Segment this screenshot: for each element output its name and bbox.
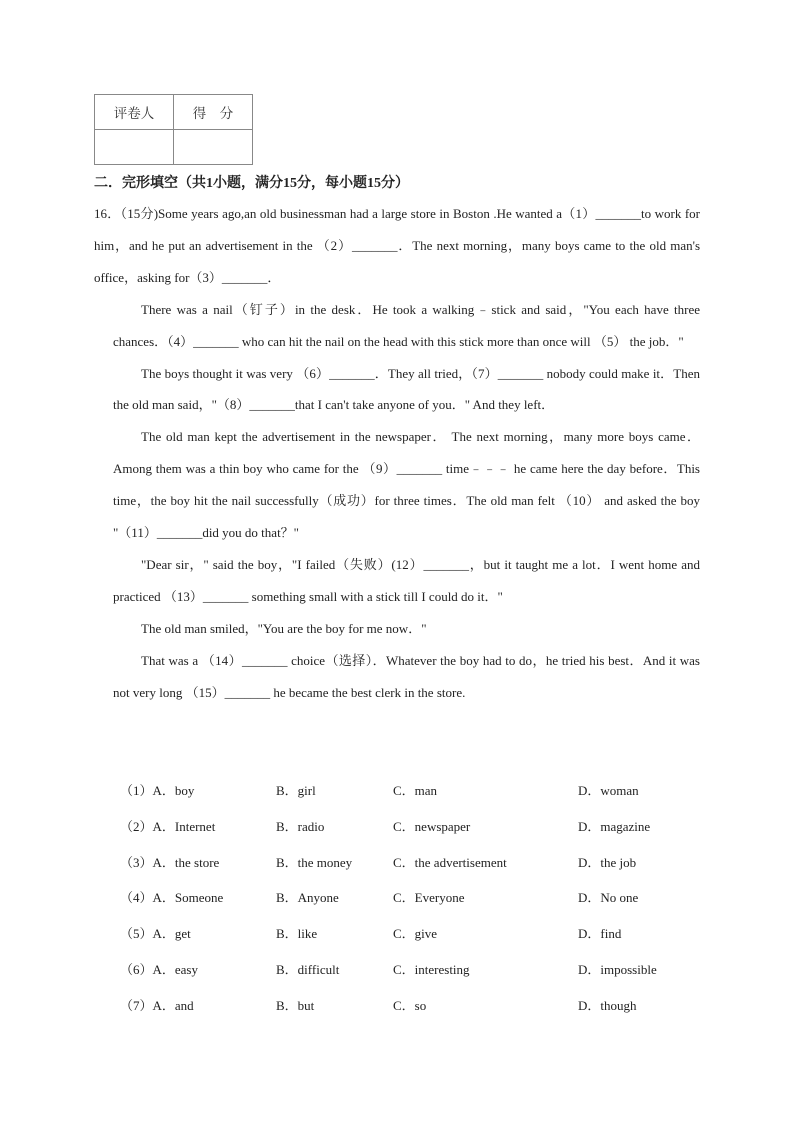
option-row-1 bbox=[120, 772, 720, 808]
option-c: C．so bbox=[393, 997, 427, 1013]
grader-header: 评卷人 bbox=[95, 95, 174, 130]
option-d: D．impossible bbox=[578, 961, 657, 977]
passage-paragraph-7: That was a （14）_______ choice（选择）．Whatever the boy had to do，he tried his best．And it was not very long （15）_______ he became the best clerk in the store. bbox=[113, 652, 700, 700]
option-c: C．Everyone bbox=[393, 890, 465, 906]
option-b: B．girl bbox=[276, 783, 316, 798]
passage-paragraph-1: 16．（15分)Some years ago,an old businessman had a large store in Boston .He wanted a（1）_______to work for him，and he put an advertisement in the （2）_______．The next morning，many boys came to the old man's office，asking for（3）_______． bbox=[94, 206, 700, 285]
option-c: C．man bbox=[393, 783, 438, 798]
option-d: D．magazine bbox=[578, 818, 651, 834]
option-a: （2）A．Internet bbox=[120, 818, 216, 834]
passage-paragraph-6: The old man smiled，"You are the boy for me now．" bbox=[141, 620, 427, 636]
passage-paragraph-2: There was a nail（钉子）in the desk．He took a walking﹣stick and said，"You each have three chances．（4）_______ who can hit the nail on the head with this stick more than once will （5） the job．" bbox=[113, 301, 700, 349]
option-a: （6）A．easy bbox=[120, 961, 198, 977]
option-b: B．but bbox=[276, 997, 315, 1013]
passage-paragraph-4: The old man kept the advertisement in the newspaper． The next morning，many more boys came．Among them was a thin boy who came for the （9）_______ time﹣﹣﹣ he came here the day before．This time，the boy hit the nail successfully（成功）for three times．The old man felt （10） and asked the boy "（11）_______did you do that？" bbox=[113, 429, 700, 541]
option-row-7 bbox=[120, 987, 720, 1023]
answer-options bbox=[120, 772, 720, 1023]
option-row-4 bbox=[120, 879, 720, 915]
option-row-2 bbox=[120, 808, 720, 844]
option-c: C．the advertisement bbox=[393, 854, 507, 870]
option-d: D．woman bbox=[578, 783, 639, 798]
option-a: （1）A．boy bbox=[120, 783, 195, 798]
passage-paragraph-3: The boys thought it was very （6）_______．They all tried，（7）_______ nobody could make it．Then the old man said，"（8）_______that I can't take anyone of you．" And they left． bbox=[113, 365, 700, 413]
option-b: B．difficult bbox=[276, 961, 340, 977]
option-row-5 bbox=[120, 915, 720, 951]
grader-cell bbox=[95, 130, 174, 165]
option-b: B．radio bbox=[276, 818, 325, 834]
section-title: 二．完形填空（共1小题，满分15分，每小题15分） bbox=[94, 176, 409, 191]
option-a: （4）A．Someone bbox=[120, 890, 224, 906]
option-a: （5）A．get bbox=[120, 926, 191, 942]
option-b: B．Anyone bbox=[276, 890, 339, 906]
score-cell bbox=[174, 130, 253, 165]
option-c: C．newspaper bbox=[393, 818, 471, 834]
option-d: D．though bbox=[578, 997, 637, 1013]
score-table bbox=[94, 94, 253, 165]
option-c: C．interesting bbox=[393, 961, 470, 977]
option-a: （7）A．and bbox=[120, 997, 194, 1013]
cloze-passage bbox=[94, 198, 700, 709]
option-b: B．like bbox=[276, 926, 318, 942]
option-a: （3）A．the store bbox=[120, 854, 220, 870]
option-row-6 bbox=[120, 951, 720, 987]
option-d: D．find bbox=[578, 926, 622, 942]
passage-paragraph-5: "Dear sir，" said the boy，"I failed（失败）(12）_______，but it taught me a lot．I went home and practiced （13）_______ something small with a stick till I could do it．" bbox=[113, 556, 700, 604]
option-row-3 bbox=[120, 844, 720, 880]
option-c: C．give bbox=[393, 926, 438, 942]
option-d: D．the job bbox=[578, 854, 637, 870]
score-header: 得 分 bbox=[174, 95, 253, 130]
option-b: B．the money bbox=[276, 854, 353, 870]
option-d: D．No one bbox=[578, 890, 639, 906]
